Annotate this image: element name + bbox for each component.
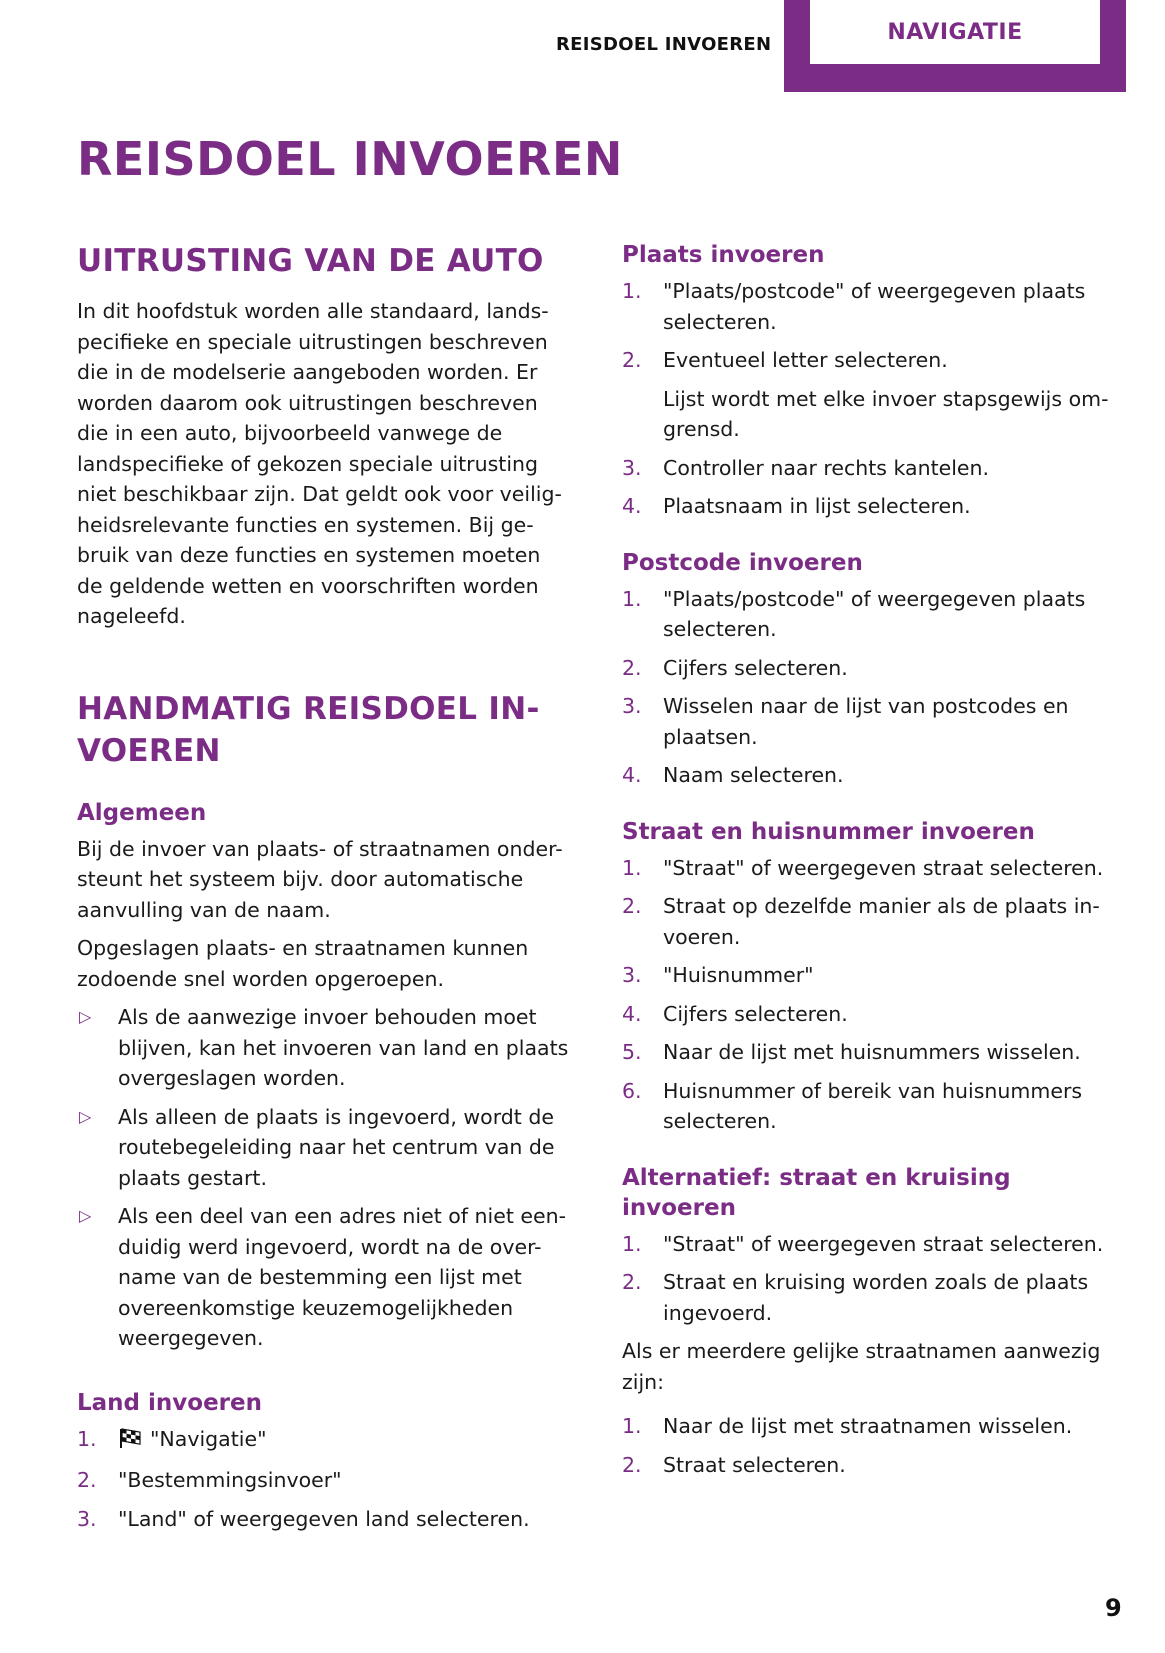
list-item: 5. Naar de lijst met huisnummers wisselen. bbox=[622, 1040, 1081, 1064]
heading-alternatief: Alternatief: straat en kruising invoeren bbox=[622, 1164, 1011, 1221]
page-title: REISDOEL INVOEREN bbox=[77, 132, 623, 186]
bullet-triangle-icon: ▷ bbox=[79, 1007, 92, 1026]
steps-straat bbox=[622, 853, 1132, 1137]
text-line: Opgeslagen plaats- en straatnamen kunnen bbox=[77, 936, 529, 960]
text-line: aanvulling van de naam. bbox=[77, 897, 331, 922]
text-line: zijn: bbox=[622, 1369, 665, 1394]
chapter-tab-label: NAVIGATIE bbox=[887, 19, 1023, 45]
bullet-list-algemeen bbox=[77, 1002, 587, 1354]
text-line: steunt het systeem bijv. door automatische bbox=[77, 867, 524, 891]
heading-postcode: Postcode invoeren bbox=[622, 549, 863, 576]
list-item: 1. "Plaats/postcode" of weergegeven plaats selecteren. bbox=[622, 279, 1086, 334]
text-line: die in de modelserie aangeboden worden. Er bbox=[77, 360, 538, 384]
heading-handmatig: HANDMATIG REISDOEL IN- VOEREN bbox=[77, 690, 540, 769]
step-note: Lijst wordt met elke invoer stapsgewijs om- grensd. bbox=[663, 386, 1109, 441]
left-column bbox=[77, 240, 587, 1542]
list-item: 3. "Land" of weergegeven land selecteren. bbox=[77, 1506, 530, 1531]
list-item: 2. Cijfers selecteren. bbox=[622, 655, 848, 680]
list-item: 1. "Straat" of weergegeven straat selecteren. bbox=[622, 855, 1104, 880]
heading-algemeen: Algemeen bbox=[77, 799, 207, 826]
list-item: 4. Naam selecteren. bbox=[622, 763, 844, 787]
steps-land bbox=[77, 1424, 587, 1535]
list-item: 2. Straat en kruising worden zoals de plaats ingevoerd. bbox=[622, 1270, 1089, 1325]
heading-straat: Straat en huisnummer invoeren bbox=[622, 818, 1035, 845]
text-line: nageleefd. bbox=[77, 604, 186, 628]
right-column bbox=[622, 240, 1132, 1488]
text-line: niet beschikbaar zijn. Dat geldt ook voor veilig- bbox=[77, 482, 562, 506]
list-item: 4. Cijfers selecteren. bbox=[622, 1001, 848, 1026]
list-item: ▷ Als een deel van een adres niet of niet een- duidig werd ingevoerd, wordt na de over- name van de bestemming een lijst met overeenkomstige keuzemogelijkheden weergegeven. bbox=[77, 1201, 587, 1354]
steps-postcode bbox=[622, 584, 1132, 791]
steps-alternatief-2 bbox=[622, 1411, 1132, 1480]
list-item: 3. Controller naar rechts kantelen. bbox=[622, 455, 990, 480]
running-header: REISDOEL INVOEREN bbox=[556, 34, 772, 55]
text-line: bruik van deze functies en systemen moeten bbox=[77, 543, 541, 567]
list-item: 3. Wisselen naar de lijst van postcodes en plaatsen. bbox=[622, 694, 1069, 749]
list-item: 4. Plaatsnaam in lijst selecteren. bbox=[622, 494, 971, 518]
paragraph-uitrusting bbox=[77, 296, 587, 632]
list-item: 1. "Straat" of weergegeven straat selecteren. bbox=[622, 1231, 1104, 1256]
text-line: de geldende wetten en voorschriften worden bbox=[77, 573, 539, 598]
list-item: 1. "Plaats/postcode" of weergegeven plaats selecteren. bbox=[622, 586, 1086, 641]
text-line: Bij de invoer van plaats- of straatnamen onder- bbox=[77, 836, 563, 861]
heading-plaats: Plaats invoeren bbox=[622, 242, 825, 268]
text-line: In dit hoofdstuk worden alle standaard, lands- bbox=[77, 299, 549, 323]
page-number: 9 bbox=[1105, 1594, 1122, 1622]
list-item: 3. "Huisnummer" bbox=[622, 963, 814, 987]
paragraph-algemeen-2 bbox=[77, 933, 587, 994]
paragraph-algemeen-1 bbox=[77, 834, 587, 926]
text-line: landspecifieke of gekozen speciale uitrusting bbox=[77, 451, 539, 476]
list-item: 2. Straat op dezelfde manier als de plaats in- voeren. bbox=[622, 894, 1100, 949]
heading-uitrusting: UITRUSTING VAN DE AUTO bbox=[77, 243, 544, 279]
list-item: 1. "Navigatie" bbox=[77, 1424, 587, 1458]
list-item: 2. Eventueel letter selecteren. Lijst wordt met elke invoer stapsgewijs om- grensd. bbox=[622, 345, 1132, 445]
chapter-tab bbox=[784, 0, 1126, 92]
checkered-flag-icon bbox=[118, 1427, 142, 1458]
steps-plaats bbox=[622, 276, 1132, 522]
text-line: worden daarom ook uitrustingen beschreven bbox=[77, 390, 538, 415]
list-item: ▷ Als alleen de plaats is ingevoerd, wordt de routebegeleiding naar het centrum van de plaats gestart. bbox=[77, 1102, 587, 1194]
text-line: pecifieke en speciale uitrustingen beschreven bbox=[77, 329, 548, 354]
list-item: 2. Straat selecteren. bbox=[622, 1452, 846, 1477]
paragraph-alternatief bbox=[622, 1336, 1132, 1397]
text-line: heidsrelevante functies en systemen. Bij ge- bbox=[77, 512, 534, 537]
heading-land: Land invoeren bbox=[77, 1389, 262, 1416]
list-item: 6. Huisnummer of bereik van huisnummers selecteren. bbox=[622, 1078, 1083, 1133]
bullet-triangle-icon: ▷ bbox=[79, 1106, 92, 1126]
steps-alternatief bbox=[622, 1229, 1132, 1329]
text-line: die in een auto, bijvoorbeeld vanwege de bbox=[77, 421, 503, 445]
list-item: 1. Naar de lijst met straatnamen wisselen. bbox=[622, 1414, 1073, 1438]
text-line: Als er meerdere gelijke straatnamen aanwezig bbox=[622, 1339, 1101, 1363]
bullet-triangle-icon: ▷ bbox=[79, 1206, 92, 1225]
list-item: 2. "Bestemmingsinvoer" bbox=[77, 1468, 342, 1492]
text-line: zodoende snel worden opgeroepen. bbox=[77, 966, 445, 991]
list-item: ▷ Als de aanwezige invoer behouden moet blijven, kan het invoeren van land en plaats overgeslagen worden. bbox=[77, 1002, 587, 1094]
